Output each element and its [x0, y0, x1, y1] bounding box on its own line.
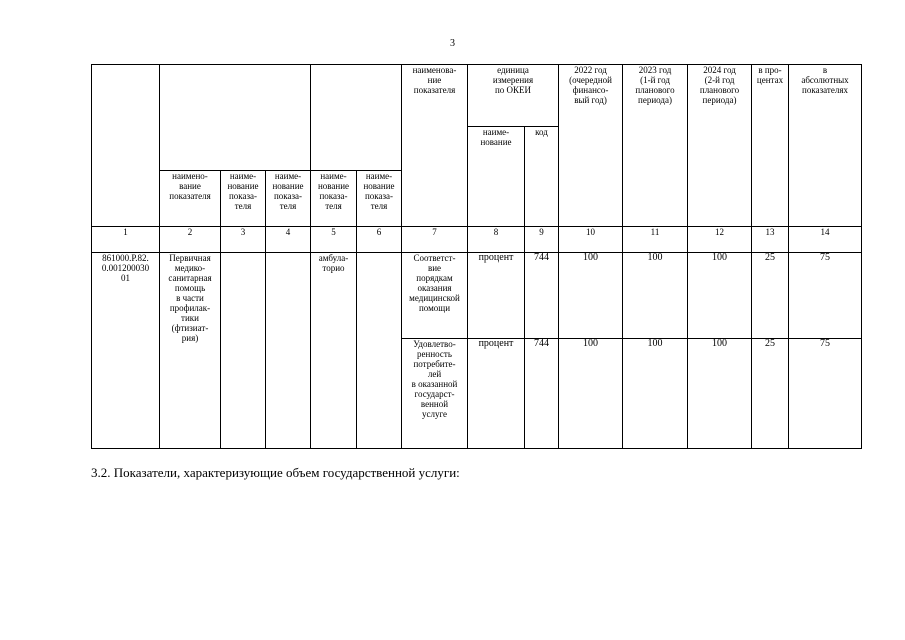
header-unit-name: наиме- нование [468, 127, 525, 227]
col-number: 1 [92, 227, 160, 253]
registry-code: 861000.Р.82. 0.001200030 01 [92, 253, 160, 449]
header-indicator-name: наименова- ние показателя [402, 65, 468, 227]
header-blank-group-a [160, 65, 311, 171]
quality-indicators-table [91, 64, 862, 449]
header-sub-col4: наиме- нование показа- теля [266, 171, 311, 227]
header-sub-col6: наиме- нование показа- теля [357, 171, 402, 227]
deviation-percent: 25 [752, 339, 789, 449]
value-2022: 100 [559, 253, 623, 339]
header-blank-col1 [92, 65, 160, 227]
header-year-2024: 2024 год (2-й год планового периода) [688, 65, 752, 227]
unit-code: 744 [525, 339, 559, 449]
service-name: Первичная медико- санитарная помощь в части профилак- тики (фтизиат- рия) [160, 253, 221, 449]
col-number: 6 [357, 227, 402, 253]
indicator-name: Соответст- вие порядкам оказания медицинской помощи [402, 253, 468, 339]
empty-cell-col6 [357, 253, 402, 449]
empty-cell-col3 [221, 253, 266, 449]
unit-name: процент [468, 253, 525, 339]
header-year-2022: 2022 год (очередной финансо- вый год) [559, 65, 623, 227]
unit-name: процент [468, 339, 525, 449]
col-number: 12 [688, 227, 752, 253]
deviation-absolute: 75 [789, 339, 862, 449]
header-blank-group-b [311, 65, 402, 171]
col-number: 13 [752, 227, 789, 253]
indicator-name: Удовлетво- ренность потребите- лей в оказанной государст- венной услуге [402, 339, 468, 449]
col-number: 5 [311, 227, 357, 253]
header-sub-col3: наиме- нование показа- теля [221, 171, 266, 227]
unit-code: 744 [525, 253, 559, 339]
value-2023: 100 [623, 339, 688, 449]
header-unit: единица измерения по ОКЕИ [468, 65, 559, 127]
header-sub-col2: наимено- вание показателя [160, 171, 221, 227]
value-2023: 100 [623, 253, 688, 339]
col-number: 3 [221, 227, 266, 253]
header-sub-col5: наиме- нование показа- теля [311, 171, 357, 227]
condition-name: амбула- торио [311, 253, 357, 449]
col-number: 14 [789, 227, 862, 253]
col-number: 2 [160, 227, 221, 253]
col-number: 7 [402, 227, 468, 253]
page-number: 3 [450, 38, 455, 49]
col-number: 4 [266, 227, 311, 253]
value-2024: 100 [688, 253, 752, 339]
value-2024: 100 [688, 339, 752, 449]
deviation-percent: 25 [752, 253, 789, 339]
deviation-absolute: 75 [789, 253, 862, 339]
table-row [92, 253, 862, 339]
header-year-2023: 2023 год (1-й год планового периода) [623, 65, 688, 227]
header-percent: в про- центах [752, 65, 789, 227]
value-2022: 100 [559, 339, 623, 449]
col-number: 8 [468, 227, 525, 253]
col-number: 11 [623, 227, 688, 253]
header-unit-code: код [525, 127, 559, 227]
section-title: 3.2. Показатели, характеризующие объем государственной услуги: [91, 465, 460, 480]
header-absolute: в абсолютных показателях [789, 65, 862, 227]
empty-cell-col4 [266, 253, 311, 449]
col-number: 10 [559, 227, 623, 253]
col-number: 9 [525, 227, 559, 253]
